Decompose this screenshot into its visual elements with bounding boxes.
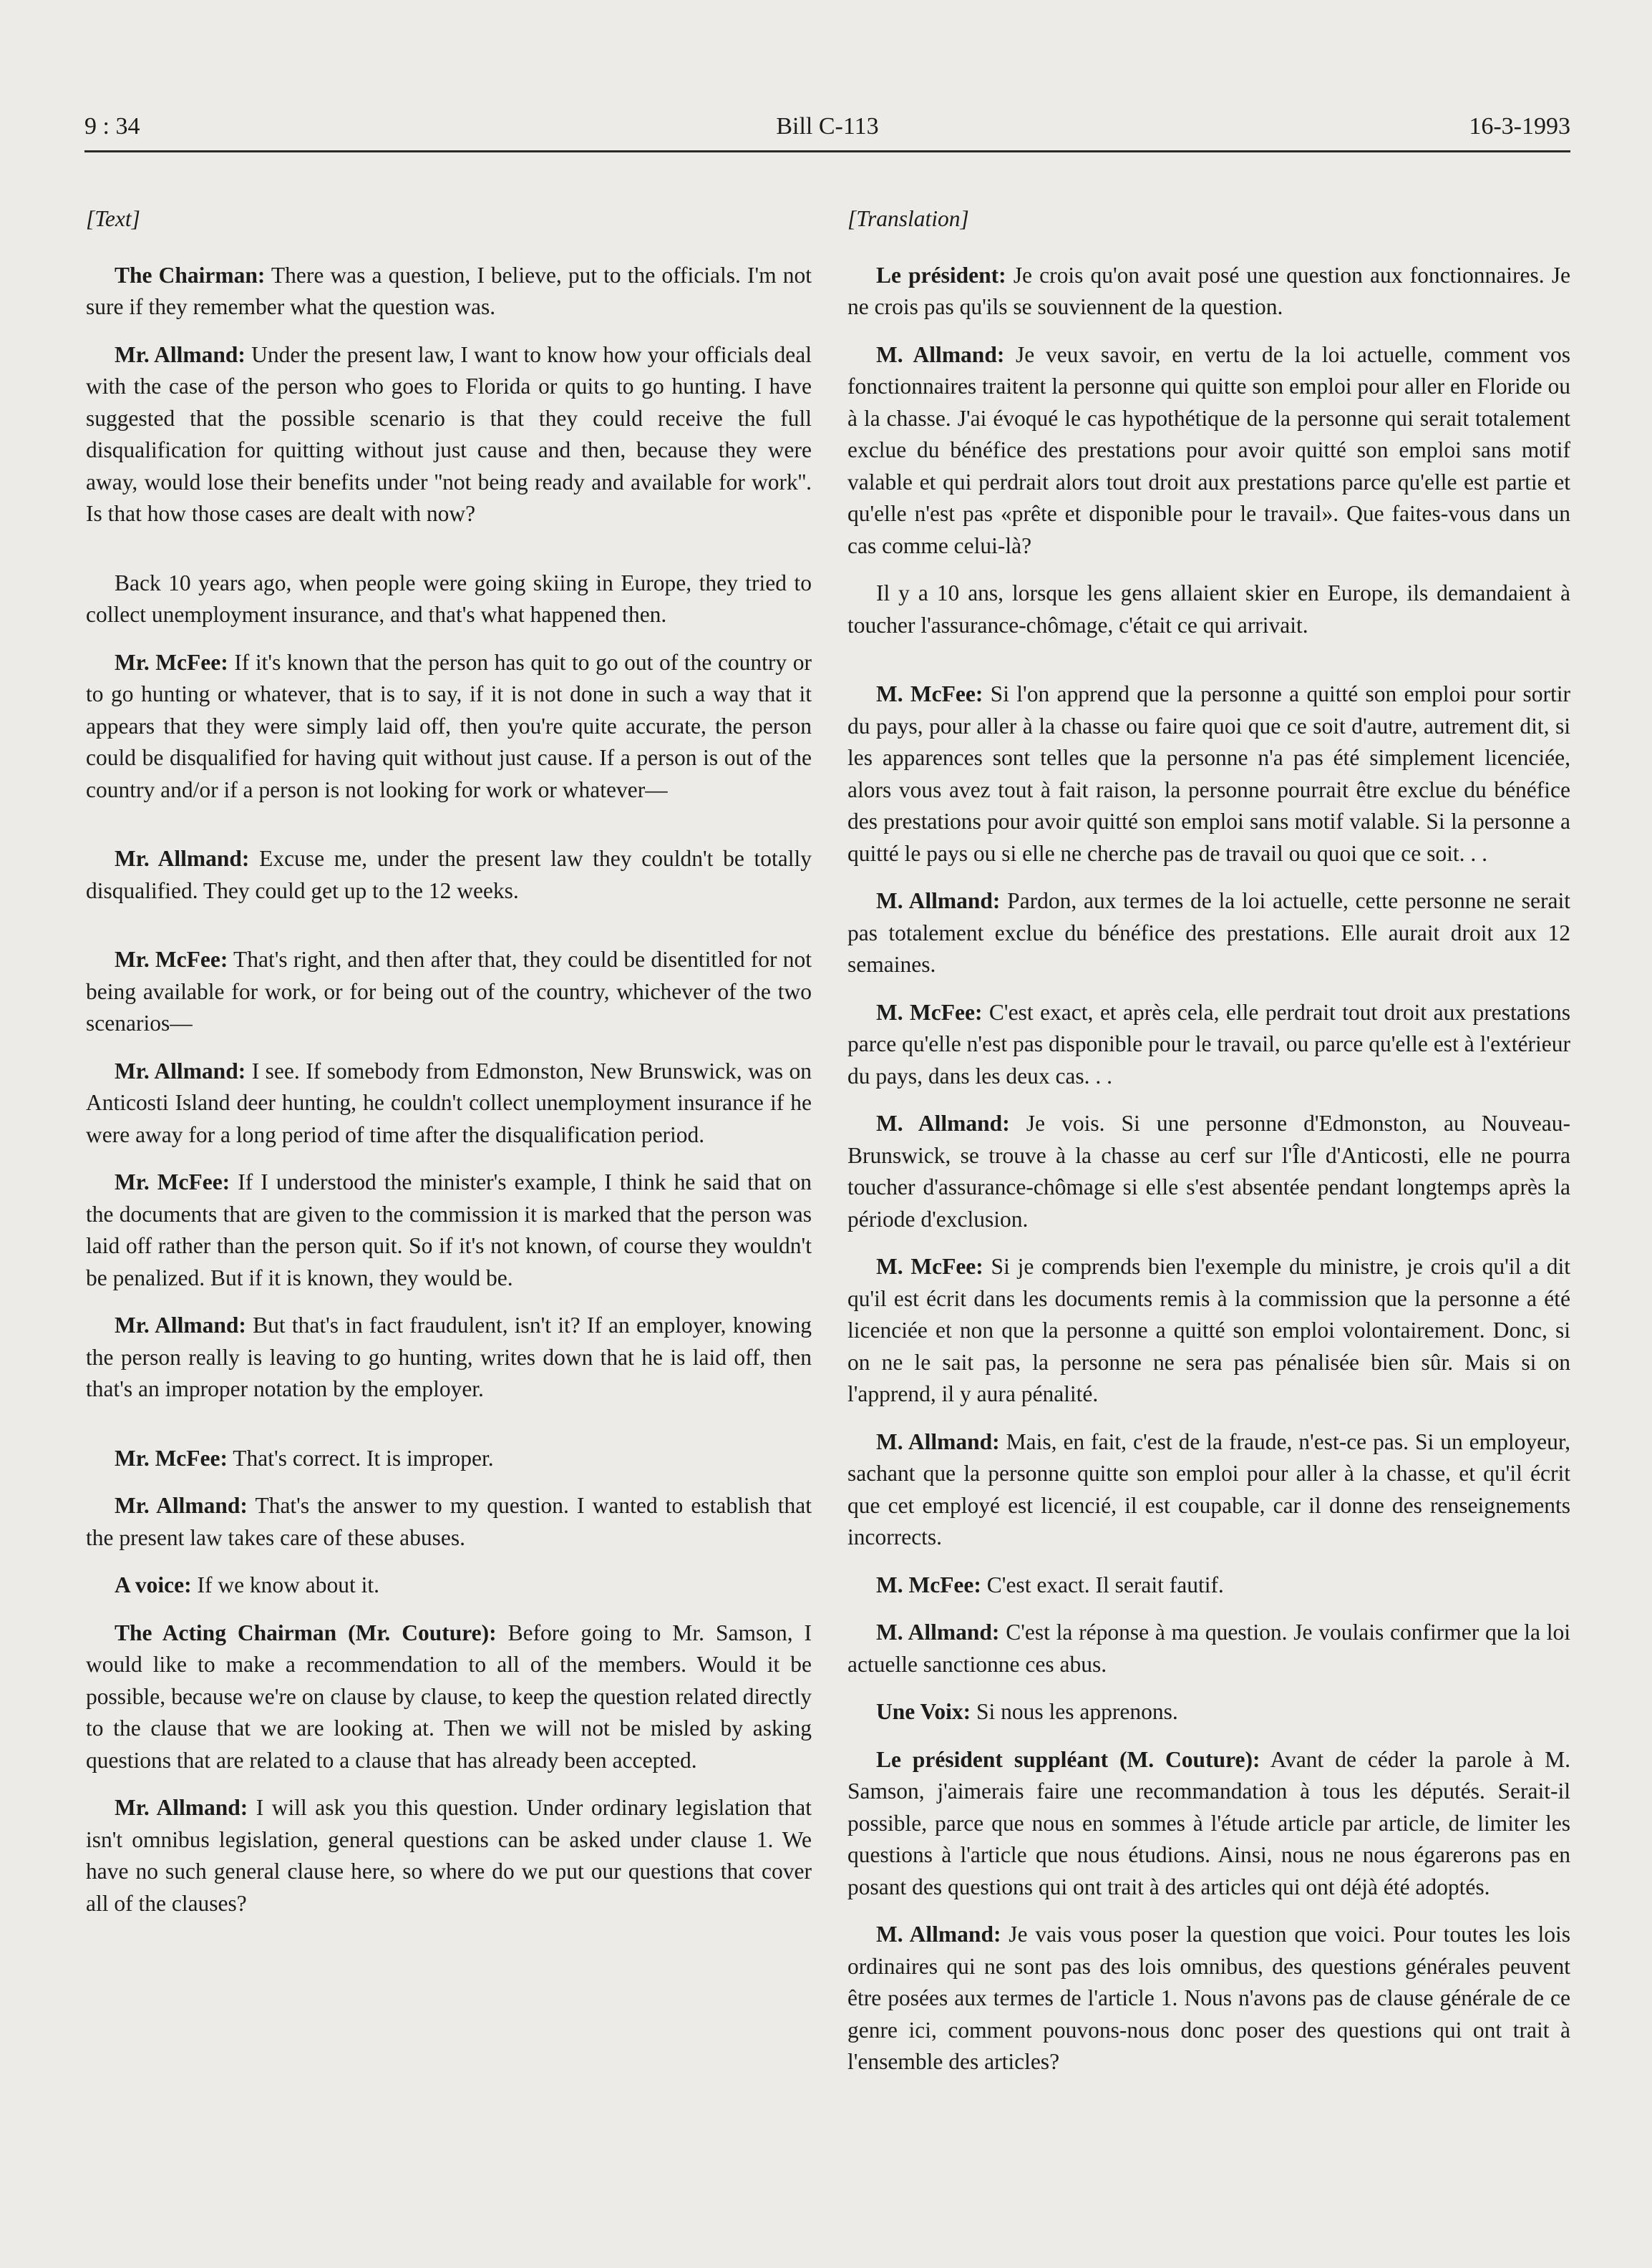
speech: Je veux savoir, en vertu de la loi actuelle, comment vos fonctionnaires traitent la personne qui quitte son emploi pour aller en Floride ou à la chasse. J'ai évoqué le cas hypothétique de la personne qui serait totalement exclue du bénéfice des prestations pour avoir quitté son emploi sans motif valable et qui perdrait alors tout droit aux prestations parce qu'elle est partie et qu'elle n'est pas «prête et disponible pour le travail». Que faites-vous dans un cas comme celui-là? [847,341,1571,558]
speaker: Mr. McFee: [115,1445,228,1471]
speech: C'est la réponse à ma question. Je voulais confirmer que la loi actuelle sanctionne ces abus. [847,1620,1571,1677]
speech: If it's known that the person has quit to go out of the country or to go hunting or whatever, that is to say, if it is not done in such a way that it appears that they were simply laid off, then you're quite accurate, the person could be disqualified for having quit without just cause. If a person is out of the country and/or if a person is not looking for work or whatever— [86,649,812,802]
speech: Mais, en fait, c'est de la fraude, n'est-ce pas. Si un employeur, sachant que la personne quitte son emploi pour aller à la chasse, et qu'il écrit que cet employé est licencié, il est coupable, car il donne des renseignements incorrects. [847,1429,1570,1549]
paragraph [86,260,812,323]
paragraph [86,1056,812,1152]
paragraph [86,1569,812,1602]
speaker: Mr. Allmand: [115,1493,248,1518]
paragraph [847,1696,1570,1728]
paragraph [847,260,1570,323]
paragraph [86,843,812,907]
speech: Si nous les apprenons. [976,1699,1178,1724]
speaker: Mr. Allmand: [115,1795,248,1820]
speech: That's correct. It is improper. [233,1445,494,1471]
speaker: Mr. Allmand: [115,341,246,367]
speaker: Mr. Allmand: [115,846,250,871]
speech: Si je comprends bien l'exemple du ministre, je crois qu'il a dit qu'il est écrit dans les documents remis à la commission que la personne a été licenciée et non que la personne a quitté son emploi volontairement. Donc, si on ne le sait pas, la personne ne sera pas pénalisée bien sûr. Mais si on l'apprend, il y aura pénalité. [847,1254,1571,1406]
paragraph [847,1426,1570,1554]
speaker: M. Allmand: [876,1620,1000,1645]
speaker: M. McFee: [876,1572,981,1597]
paragraph [847,1744,1570,1904]
speech: Si l'on apprend que la personne a quitté son emploi pour sortir du pays, pour aller à la chasse ou faire quoi que ce soit d'autre, autrement dit, si les apparences sont telles que la personne n'a pas été simplement licenciée, alors vous avez tout à fait raison, la personne pourrait être exclue du bénéfice des prestations pour avoir quitté son emploi sans motif valable. Si la personne a quitté le pays ou si elle ne cherche pas de travail ou quoi que ce soit. . . [847,681,1570,866]
paragraph [86,1490,812,1554]
speech: If we know about it. [197,1572,380,1597]
paragraph [847,1108,1570,1235]
speaker: M. McFee: [876,1254,983,1279]
speaker: Mr. McFee: [115,649,228,675]
speaker: Mr. Allmand: [115,1058,246,1084]
speech: Excuse me, under the present law they couldn't be totally disqualified. They could get up to the 12 weeks. [86,846,812,903]
paragraph [847,1617,1570,1680]
speaker: M. Allmand: [876,1922,1001,1947]
speaker: Une Voix: [876,1699,971,1724]
speech: Je vois. Si une personne d'Edmonston, au Nouveau-Brunswick, se trouve à la chasse au cerf sur l'Île d'Anticosti, elle ne pourra toucher d'assurance-chômage si elle s'est absentée pendant longtemps après la période d'exclusion. [847,1111,1571,1232]
paragraph [86,1792,812,1919]
paragraph [86,1443,812,1475]
speech: Back 10 years ago, when people were going skiing in Europe, they tried to collect unemployment insurance, and that's what happened then. [86,570,812,627]
speech: But that's in fact fraudulent, isn't it? If an employer, knowing the person really is leaving to go hunting, writes down that he is laid off, then that's an improper notation by the employer. [86,1313,812,1401]
page-header [84,113,1570,152]
paragraph [847,1251,1570,1411]
paragraph [847,1569,1570,1602]
speech: There was a question, I believe, put to the officials. I'm not sure if they remember what the question was. [86,262,812,319]
speech: That's the answer to my question. I wanted to establish that the present law takes care of these abuses. [86,1493,812,1550]
speaker: A voice: [115,1572,192,1597]
speech: Under the present law, I want to know how your officials deal with the case of the person who goes to Florida or quits to go hunting. I have suggested that the possible scenario is that they could receive the full disqualification for quitting without just cause and then, because they were away, would lose their benefits under ''not being ready and available for work''. Is that how those cases are dealt with now? [86,341,812,526]
speech: I see. If somebody from Edmonston, New Brunswick, was on Anticosti Island deer hunting, he couldn't collect unemployment insurance if he were away for a long period of time after the disqualification period. [86,1058,812,1147]
speech: That's right, and then after that, they could be disentitled for not being available for work, or for being out of the country, whichever of the two scenarios— [86,947,812,1036]
translation-label: [Translation] [847,206,969,231]
paragraph [847,997,1570,1093]
speaker: M. Allmand: [876,1111,1010,1136]
paragraph [847,578,1570,641]
french-column [847,203,1570,2094]
speaker: Mr. McFee: [115,1169,230,1194]
paragraph [86,944,812,1040]
paragraph [86,1167,812,1294]
speech: I will ask you this question. Under ordinary legislation that isn't omnibus legislation, general questions can be asked under clause 1. We have no such general clause here, so where do we put our questions that cover all of the clauses? [86,1795,812,1916]
speaker: M. Allmand: [876,341,1005,367]
bill-title: Bill C-113 [776,113,879,140]
paragraph [86,1617,812,1777]
speaker: Mr. Allmand: [115,1313,246,1338]
speaker: M. McFee: [876,681,983,706]
speech: C'est exact, et après cela, elle perdrait tout droit aux prestations parce qu'elle n'est pas disponible pour le travail, ou parce qu'elle est à l'extérieur du pays, dans les deux cas. . . [847,999,1571,1089]
text-label: [Text] [86,206,140,231]
speech: Avant de céder la parole à M. Samson, j'aimerais faire une recommandation à tous les députés. Serait-il possible, parce que nous en sommes à l'étude article par article, de limiter les questions à l'article que nous étudions. Ainsi, nous ne nous égarerons pas en posant des questions qui ont trait à des articles qui ont déjà été adoptés. [847,1746,1571,1899]
speech: Pardon, aux termes de la loi actuelle, cette personne ne serait pas totalement exclue du bénéfice des prestations. Elle aurait droit aux 12 semaines. [847,888,1571,977]
speaker: The Acting Chairman (Mr. Couture): [115,1620,497,1645]
speaker: M. Allmand: [876,1429,1000,1454]
page-date: 16-3-1993 [1469,113,1570,140]
speech: Il y a 10 ans, lorsque les gens allaient skier en Europe, ils demandaient à toucher l'assurance-chômage, c'était ce qui arrivait. [847,580,1570,638]
speech: Before going to Mr. Samson, I would like to make a recommendation to all of the members. Would it be possible, because we're on clause by clause, to keep the question related directly to the clause that we are looking at. Then we will not be misled by asking questions that are related to a clause that has already been accepted. [86,1620,812,1773]
speech: Je crois qu'on avait posé une question aux fonctionnaires. Je ne crois pas qu'ils se souviennent de la question. [847,262,1571,319]
paragraph [86,1310,812,1406]
speaker: Mr. McFee: [115,947,228,972]
paragraph [86,339,812,530]
paragraph [86,647,812,807]
speech: C'est exact. Il serait fautif. [986,1572,1224,1597]
speaker: M. McFee: [876,999,983,1025]
speaker: Le président suppléant (M. Couture): [876,1746,1260,1772]
speech: Je vais vous poser la question que voici. Pour toutes les lois ordinaires qui ne sont pas des lois omnibus, des questions générales peuvent être posées aux termes de l'article 1. Nous n'avons pas de clause générale de ce genre ici, comment pouvons-nous donc poser des questions qui ont trait à l'ensemble des articles? [847,1922,1570,2074]
paragraph [847,885,1570,981]
paragraph [86,568,812,631]
speaker: M. Allmand: [876,888,1001,913]
paragraph [847,678,1570,870]
page-number: 9 : 34 [84,113,140,140]
paragraph [847,339,1570,563]
speaker: The Chairman: [115,262,266,288]
english-column [86,203,812,1935]
speech: If I understood the minister's example, I think he said that on the documents that are given to the commission it is marked that the person was laid off rather than the person quit. So if it's not known, of course they wouldn't be penalized. But if it is known, they would be. [86,1169,812,1290]
speaker: Le président: [876,262,1006,288]
paragraph [847,1919,1570,2078]
